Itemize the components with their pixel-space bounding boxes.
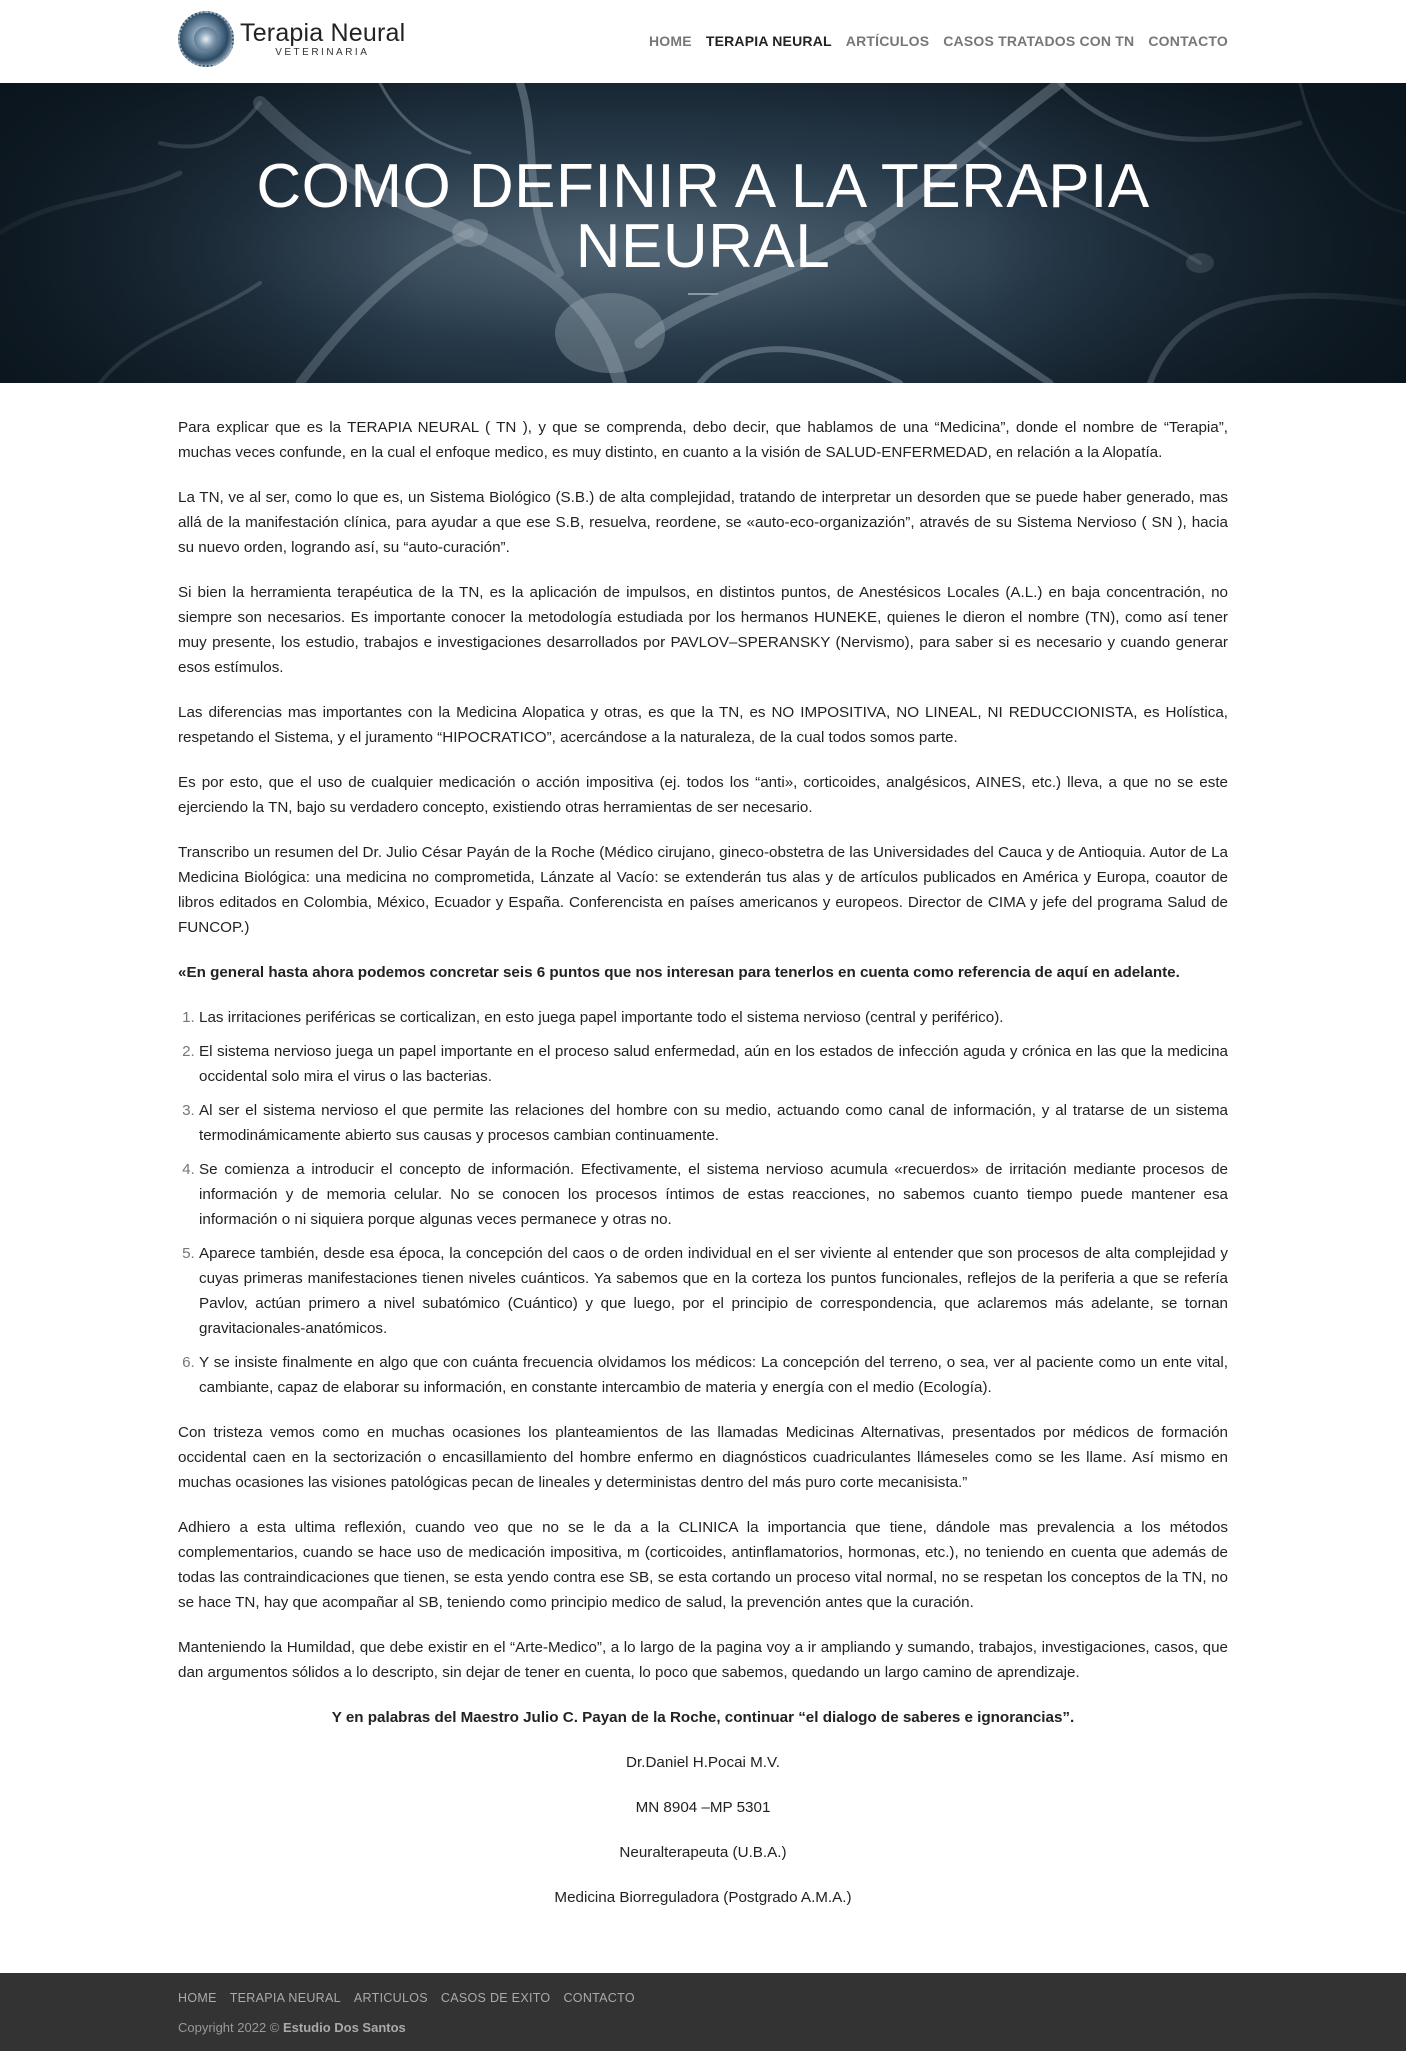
paragraph: Es por esto, que el uso de cualquier medicación o acción impositiva (ej. todos los “anti», corticoides, analgésicos, AINES, etc.) lleva, a que no se este ejerciendo la TN, bajo su verdadero concepto, existiendo otras herramientas de ser necesario. [178, 774, 1228, 816]
title-divider [688, 293, 718, 295]
logo-title: Terapia Neural [240, 19, 406, 47]
footer-nav-home[interactable]: HOME [178, 1991, 217, 2005]
nav-casos-tratados[interactable]: CASOS TRATADOS CON TN [943, 33, 1135, 49]
nav-home[interactable]: HOME [649, 33, 692, 49]
paragraph: Transcribo un resumen del Dr. Julio César Payán de la Roche (Médico cirujano, gineco-obstetra de las Universidades del Cauca y de Antioquia. Autor de La Medicina Biológica: una medicina no comprometida, Lánzate al Vacío: se extenderán tus alas y de artículos publicados en América y Europa, coautor de libros editados en Colombia, México, Ecuador y España. Conferencista en países americanos y europeos. Director de CIMA y jefe del programa Salud de FUNCOP.) [178, 844, 1228, 936]
list-item: 1. Las irritaciones periféricas se corticalizan, en esto juega papel importante todo el sistema nervioso (central y periférico). [199, 1005, 1228, 1030]
footer-nav-articulos[interactable]: ARTICULOS [353, 1991, 428, 2005]
paragraph: Si bien la herramienta terapéutica de la TN, es la aplicación de impulsos, en distintos puntos, de Anestésicos Locales (A.L.) en baja concentración, no siempre son necesarios. Es importante conocer la metodología estudiada por los hermanos HUNEKE, quienes le dieron el nombre (TN), como así tener muy presente, los estudio, trabajos e investigaciones desarrollados por PAVLOV–SPERANSKY (Nervismo), para saber si es necesario y cuando generar esos estímulos. [178, 584, 1228, 676]
site-logo[interactable] [178, 11, 405, 67]
footer-nav-casos-de-exito[interactable]: CASOS DE EXITO [440, 1991, 551, 2005]
signature-title: Neuralterapeuta (U.B.A.) [619, 1844, 787, 1861]
page-title: COMO DEFINIR A LA TERAPIA NEURAL [256, 152, 1150, 281]
list-item: 3. Al ser el sistema nervioso el que permite las relaciones del hombre con su medio, actuando como canal de información, y al tratarse de un sistema termodinámicamente abierto sus causas y procesos cambian continuamente. [199, 1098, 1228, 1148]
paragraph: Para explicar que es la TERAPIA NEURAL ( TN ), y que se comprenda, debo decir, que hablamos de una “Medicina”, donde el nombre de “Terapia”, muchas veces confunde, en la cual el enfoque medico, es muy distinto, en cuanto a la visión de SALUD-ENFERMEDAD, en relación a la Alopatía. [178, 419, 1228, 461]
footer-nav-contacto[interactable]: CONTACTO [563, 1991, 635, 2005]
article-content [178, 415, 1228, 1930]
bold-intro-paragraph: «En general hasta ahora podemos concretar seis 6 puntos que nos interesan para tenerlos en cuenta como referencia de aquí en adelante. [178, 964, 1180, 981]
paragraph: Adhiero a esta ultima reflexión, cuando veo que no se le da a la CLINICA la importancia que tiene, dándole mas prevalencia a los métodos complementarios, cuando se hace uso de medicación impositiva, m (corticoides, antinflamatorios, hormonas, etc.), no teniendo en cuenta que además de todas las contraindicaciones que tienen, se esta yendo contra ese SB, se esta cortando un proceso vital normal, no se respetan los conceptos de la TN, no se hace TN, hay que acompañar al SB, teniendo como principio medico de salud, la prevención antes que la curación. [178, 1519, 1228, 1611]
logo-subtitle: VETERINARIA [275, 47, 370, 58]
paragraph: Manteniendo la Humildad, que debe existir en el “Arte-Medico”, a lo largo de la pagina voy a ir ampliando y sumando, trabajos, investigaciones, casos, que dan argumentos sólidos a lo descripto, sin dejar de tener en cuenta, lo poco que sabemos, quedando un largo camino de aprendizaje. [178, 1639, 1228, 1681]
nav-articulos[interactable]: ARTÍCULOS [845, 33, 930, 49]
nav-terapia-neural[interactable]: TERAPIA NEURAL [705, 33, 832, 49]
nav-contacto[interactable]: CONTACTO [1148, 33, 1228, 49]
list-item: 2. El sistema nervioso juega un papel importante en el proceso salud enfermedad, aún en los estados de infección aguda y crónica en las que la medicina occidental solo mira el virus o las bacterias. [199, 1039, 1228, 1089]
site-footer [0, 1973, 1406, 2051]
signature-license: MN 8904 –MP 5301 [635, 1799, 771, 1816]
footer-nav-terapia-neural[interactable]: TERAPIA NEURAL [229, 1991, 341, 2005]
signature-name: Dr.Daniel H.Pocai M.V. [626, 1754, 780, 1771]
hero-banner [0, 83, 1406, 383]
list-item: 6. Y se insiste finalmente en algo que con cuánta frecuencia olvidamos los médicos: La concepción del terreno, o sea, ver al paciente como un ente vital, cambiante, capaz de elaborar su información, en constante intercambio de materia y energía con el medio (Ecología). [199, 1350, 1228, 1400]
site-header [0, 0, 1406, 83]
paragraph: La TN, ve al ser, como lo que es, un Sistema Biológico (S.B.) de alta complejidad, tratando de interpretar un desorden que se puede haber generado, mas allá de la manifestación clínica, para ayudar a que ese S.B, resuelva, reordene, se «auto-eco-organizazión”, através de su Sistema Nervioso ( SN ), hacia su nuevo orden, logrando así, su “auto-curación”. [178, 489, 1228, 556]
copyright [178, 2020, 406, 2035]
copyright-owner[interactable]: Estudio Dos Santos [282, 2020, 406, 2035]
signature-specialty: Medicina Biorreguladora (Postgrado A.M.A.) [554, 1889, 852, 1906]
footer-nav [178, 1991, 635, 2005]
paragraph: Las diferencias mas importantes con la Medicina Alopatica y otras, es que la TN, es NO IMPOSITIVA, NO LINEAL, NI REDUCCIONISTA, es Holística, respetando el Sistema, y el juramento “HIPOCRATICO”, acercándose a la naturaleza, de la cual todos somos parte. [178, 704, 1228, 746]
copyright-prefix: Copyright 2022 © [178, 2020, 280, 2035]
points-list [178, 1005, 1228, 1400]
paragraph: Con tristeza vemos como en muchas ocasiones los planteamientos de las llamadas Medicinas Alternativas, presentados por médicos de formación occidental caen en la sectorización o encasillamiento del hombre enfermo en diagnósticos cuadriculantes llámeseles como se les llame. Así mismo en muchas ocasiones las visiones patológicas pecan de lineales y deterministas dentro del más puro corte mecanisista.” [178, 1424, 1228, 1491]
main-nav [649, 33, 1228, 49]
list-item: 5. Aparece también, desde esa época, la concepción del caos o de orden individual en el ser viviente al entender que son procesos de alta complejidad y cuyas primeras manifestaciones tienen niveles cuánticos. Ya sabemos que en la corteza los puntos funcionales, reflejos de la periferia a que se refería Pavlov, actúan primero a nivel subatómico (Cuántico) y que luego, por el principio de correspondencia, que aclaremos más adelante, se tornan gravitacionales-anatómicos. [199, 1241, 1228, 1341]
closing-quote: Y en palabras del Maestro Julio C. Payan de la Roche, continuar “el dialogo de saberes e ignorancias”. [331, 1709, 1075, 1726]
list-item: 4. Se comienza a introducir el concepto de información. Efectivamente, el sistema nervioso acumula «recuerdos» de irritación mediante procesos de información y de memoria celular. No se conocen los procesos íntimos de estas reacciones, no sabemos cuanto tiempo puede mantener esa información o ni siquiera porque algunas veces permanece y otras no. [199, 1157, 1228, 1232]
neuron-logo-icon [178, 11, 234, 67]
